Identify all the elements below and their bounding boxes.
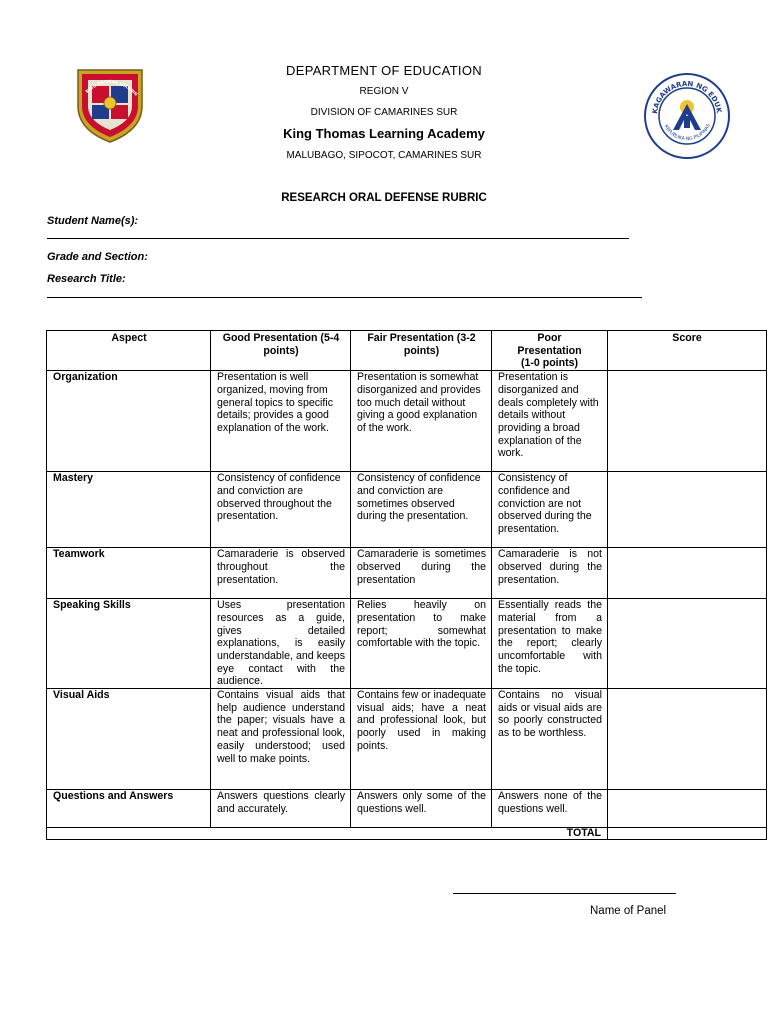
score-cell[interactable] <box>608 548 767 599</box>
good-cell: Contains visual aids that help audience understand the paper; visuals have a neat and professional look, easily understood; used well to make points. <box>211 689 351 790</box>
division-heading: DIVISION OF CAMARINES SUR <box>310 107 458 118</box>
fair-cell: Relies heavily on presentation to make report; somewhat comfortable with the topic. <box>351 599 492 689</box>
total-row <box>47 828 767 840</box>
poor-cell: Answers none of the questions well. <box>492 790 608 828</box>
table-row <box>47 371 767 472</box>
good-cell: Consistency of confidence and conviction are observed throughout the presentation. <box>211 472 351 548</box>
fair-cell: Consistency of confidence and conviction are sometimes observed during the presentation. <box>351 472 492 548</box>
header-aspect: Aspect <box>47 331 211 371</box>
aspect-cell: Visual Aids <box>47 689 211 790</box>
svg-text:REPUBLIKA NG PILIPINAS: REPUBLIKA NG PILIPINAS <box>662 123 712 143</box>
table-row <box>47 599 767 689</box>
fair-cell: Answers only some of the questions well. <box>351 790 492 828</box>
rubric-table <box>46 330 767 840</box>
table-row <box>47 472 767 548</box>
good-cell: Answers questions clearly and accurately. <box>211 790 351 828</box>
header-good: Good Presentation (5-4 points) <box>211 331 351 371</box>
aspect-cell: Organization <box>47 371 211 472</box>
total-score-cell[interactable] <box>608 828 767 840</box>
fair-cell: Camaraderie is sometimes observed during the presentation <box>351 548 492 599</box>
header-poor: Poor Presentation (1-0 points) <box>492 331 608 371</box>
aspect-cell: Teamwork <box>47 548 211 599</box>
poor-cell: Presentation is disorganized and deals completely with details without providing a broad explanation of the work. <box>492 371 608 472</box>
score-cell[interactable] <box>608 472 767 548</box>
table-row <box>47 689 767 790</box>
poor-cell: Camaraderie is not observed during the presentation. <box>492 548 608 599</box>
student-names-label: Student Name(s): <box>47 215 139 227</box>
score-cell[interactable] <box>608 599 767 689</box>
table-row <box>47 548 767 599</box>
poor-cell: Essentially reads the material from a presentation to make the report; clearly uncomfortable with the topic. <box>492 599 608 689</box>
good-cell: Uses presentation resources as a guide, gives detailed explanations, is easily understandable, and keeps eye contact with the audience. <box>211 599 351 689</box>
good-cell: Presentation is well organized, moving from general topics to specific details; provides a good explanation of the work. <box>211 371 351 472</box>
header-score: Score <box>608 331 767 371</box>
poor-cell: Consistency of confidence and conviction are not observed during the presentation. <box>492 472 608 548</box>
school-address: MALUBAGO, SIPOCOT, CAMARINES SUR <box>286 150 482 161</box>
good-cell: Camaraderie is observed throughout the presentation. <box>211 548 351 599</box>
panel-signature-line[interactable] <box>453 893 676 894</box>
research-title-line[interactable] <box>47 297 642 298</box>
student-names-line[interactable] <box>47 238 629 239</box>
rubric-title: RESEARCH ORAL DEFENSE RUBRIC <box>281 192 487 204</box>
score-cell[interactable] <box>608 790 767 828</box>
department-heading: DEPARTMENT OF EDUCATION <box>286 63 482 78</box>
table-header-row <box>47 331 767 371</box>
poor-cell: Contains no visual aids or visual aids are so poorly constructed as to be worthless. <box>492 689 608 790</box>
table-row <box>47 790 767 828</box>
school-name: King Thomas Learning Academy <box>283 126 485 141</box>
score-cell[interactable] <box>608 689 767 790</box>
aspect-cell: Questions and Answers <box>47 790 211 828</box>
panel-name-label: Name of Panel <box>590 905 667 917</box>
grade-section-label: Grade and Section: <box>47 251 148 263</box>
svg-text:KING THOMAS LEARNING ACADEMY: KING THOMAS LEARNIN <box>84 78 139 97</box>
research-title-label: Research Title: <box>47 273 126 285</box>
svg-text:KAGAWARAN NG EDUKASYON: KAGAWARAN NG EDUK <box>651 79 723 115</box>
aspect-cell: Mastery <box>47 472 211 548</box>
total-label: TOTAL <box>47 828 608 840</box>
region-heading: REGION V <box>359 86 409 97</box>
fair-cell: Presentation is somewhat disorganized and provides too much detail without giving a good explanation of the work. <box>351 371 492 472</box>
fair-cell: Contains few or inadequate visual aids; have a neat and professional look, but poorly used in making points. <box>351 689 492 790</box>
score-cell[interactable] <box>608 371 767 472</box>
header-fair: Fair Presentation (3-2 points) <box>351 331 492 371</box>
aspect-cell: Speaking Skills <box>47 599 211 689</box>
